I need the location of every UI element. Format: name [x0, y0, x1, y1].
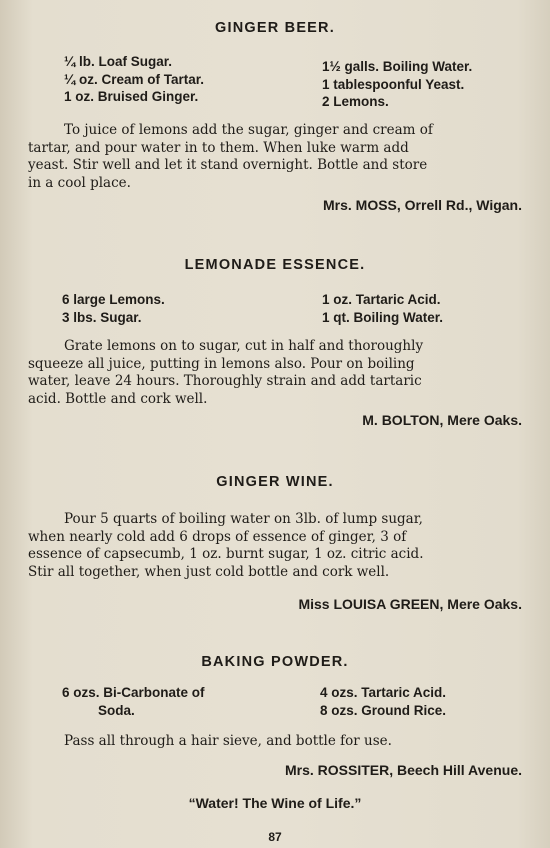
- author-lemonade: M. BOLTON, Mere Oaks.: [362, 412, 522, 428]
- method-line: Grate lemons on to sugar, cut in half and thoroughly: [64, 338, 424, 354]
- ingredients-right-baking-powder: [320, 684, 446, 719]
- recipe-title-ginger-beer: GINGER BEER.: [215, 20, 335, 36]
- recipe-title-lemonade-essence: LEMONADE ESSENCE.: [184, 257, 366, 273]
- ingredient: 2 Lemons.: [322, 94, 389, 109]
- ingredient: 1 tablespoonful Yeast.: [322, 76, 465, 92]
- ingredient: Soda.: [98, 702, 135, 718]
- ingredient: 4 ozs. Tartaric Acid.: [320, 685, 447, 700]
- author-baking-powder: Mrs. ROSSITER, Beech Hill Avenue.: [284, 762, 522, 778]
- ingredient: 8 ozs. Ground Rice.: [320, 702, 447, 718]
- recipe-title-ginger-wine: GINGER WINE.: [216, 474, 334, 490]
- ingredient: 1 qt. Boiling Water.: [322, 309, 444, 325]
- method-line: Stir all together, when just cold bottle and cork well.: [28, 563, 390, 580]
- method-line: Pour 5 quarts of boiling water on 3lb. of lump sugar,: [64, 511, 423, 527]
- method-line: essence of capsecumb, 1 oz. burnt sugar, 1 oz. citric acid.: [28, 546, 424, 562]
- method-line: To juice of lemons add the sugar, ginger and cream of: [64, 122, 433, 138]
- ingredients-right-lemonade: [322, 291, 443, 326]
- method-baking-powder: [28, 733, 524, 751]
- ingredients-left-baking-powder: [62, 684, 205, 719]
- closing-quote: “Water! The Wine of Life.”: [188, 795, 362, 811]
- ingredients-left-lemonade: [62, 291, 165, 326]
- method-line: water, leave 24 hours. Thoroughly strain and add tartaric: [28, 373, 422, 389]
- ingredient: 1 oz. Tartaric Acid.: [322, 292, 441, 307]
- ingredient: 6 ozs. Bi-Carbonate of: [62, 685, 205, 700]
- method-line: yeast. Stir well and let it stand overnight. Bottle and store: [28, 157, 428, 173]
- ingredient: ¼ oz. Cream of Tartar.: [64, 71, 205, 87]
- author-ginger-wine: Miss LOUISA GREEN, Mere Oaks.: [298, 596, 522, 612]
- ingredients-right-ginger-beer: [322, 58, 472, 111]
- page-number: 87: [268, 830, 282, 844]
- method-line: Pass all through a hair sieve, and bottle for use.: [64, 733, 392, 749]
- author-ginger-beer: Mrs. MOSS, Orrell Rd., Wigan.: [322, 197, 522, 213]
- ingredient: 3 lbs. Sugar.: [62, 309, 142, 325]
- method-line: squeeze all juice, putting in lemons also. Pour on boiling: [28, 355, 415, 372]
- method-ginger-beer: [28, 122, 524, 192]
- method-ginger-wine: [28, 511, 524, 581]
- method-line: when nearly cold add 6 drops of essence of ginger, 3 of: [28, 528, 407, 545]
- method-lemonade: [28, 338, 524, 408]
- ingredient: 1 oz. Bruised Ginger.: [64, 89, 199, 104]
- recipe-title-baking-powder: BAKING POWDER.: [201, 654, 349, 670]
- method-line: acid. Bottle and cork well.: [28, 390, 208, 407]
- method-line: tartar, and pour water in to them. When luke warm add: [28, 139, 409, 156]
- ingredients-left-ginger-beer: [64, 53, 204, 106]
- ingredient: 6 large Lemons.: [62, 292, 165, 307]
- method-line: in a cool place.: [28, 174, 131, 191]
- ingredient: 1½ galls. Boiling Water.: [322, 59, 473, 74]
- ingredient: ¼ lb. Loaf Sugar.: [64, 54, 173, 69]
